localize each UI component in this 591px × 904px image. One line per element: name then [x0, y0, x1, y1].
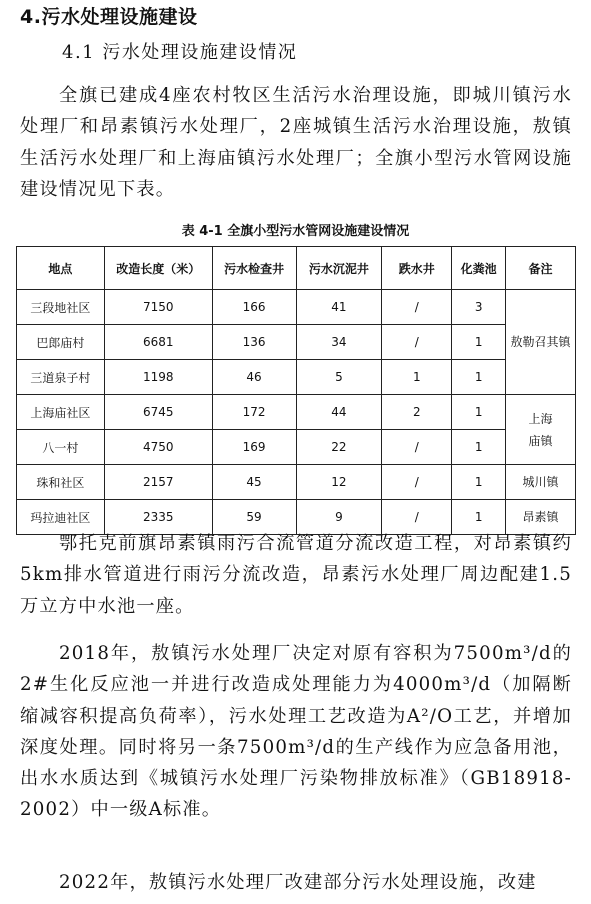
- col-header-inspection-wells: 污水检查井: [212, 247, 296, 290]
- cell-location: 玛拉迪社区: [17, 500, 105, 535]
- cell-drop-wells: 2: [382, 395, 452, 430]
- col-header-length: 改造长度（米）: [104, 247, 212, 290]
- cell-sediment-wells: 41: [296, 290, 382, 325]
- cell-note-town: 城川镇: [506, 465, 576, 500]
- cell-septic-tanks: 1: [452, 430, 506, 465]
- cell-sediment-wells: 22: [296, 430, 382, 465]
- cell-drop-wells: /: [382, 290, 452, 325]
- paragraph-2022-rebuild: 2022年，敖镇污水处理厂改建部分污水处理设施，改建: [59, 872, 537, 893]
- col-header-drop-wells: 跌水井: [382, 247, 452, 290]
- table-caption: 表 4-1 全旗小型污水管网设施建设情况: [181, 224, 410, 239]
- cell-length: 7150: [104, 290, 212, 325]
- cell-location: 珠和社区: [17, 465, 105, 500]
- cell-septic-tanks: 1: [452, 465, 506, 500]
- cell-inspection-wells: 59: [212, 500, 296, 535]
- cell-length: 2157: [104, 465, 212, 500]
- table-row: [17, 325, 576, 360]
- cell-note-town: 上海 庙镇: [506, 395, 576, 465]
- cell-sediment-wells: 34: [296, 325, 382, 360]
- table-row: [17, 465, 576, 500]
- table-row: [17, 360, 576, 395]
- cell-drop-wells: /: [382, 500, 452, 535]
- cell-drop-wells: /: [382, 430, 452, 465]
- cell-length: 1198: [104, 360, 212, 395]
- col-header-sediment-wells: 污水沉泥井: [296, 247, 382, 290]
- cell-location: 巴郎庙村: [17, 325, 105, 360]
- cell-sediment-wells: 44: [296, 395, 382, 430]
- cell-length: 2335: [104, 500, 212, 535]
- cell-septic-tanks: 1: [452, 500, 506, 535]
- cell-length: 6681: [104, 325, 212, 360]
- cell-location: 三段地社区: [17, 290, 105, 325]
- cell-inspection-wells: 136: [212, 325, 296, 360]
- cell-sediment-wells: 9: [296, 500, 382, 535]
- cell-septic-tanks: 1: [452, 395, 506, 430]
- sewer-network-table: [16, 246, 576, 535]
- cell-sediment-wells: 5: [296, 360, 382, 395]
- cell-location: 八一村: [17, 430, 105, 465]
- table-row: [17, 290, 576, 325]
- cell-drop-wells: 1: [382, 360, 452, 395]
- cell-septic-tanks: 3: [452, 290, 506, 325]
- subsection-heading: 4.1 污水处理设施建设情况: [62, 42, 298, 63]
- table-row: [17, 395, 576, 430]
- col-header-notes: 备注: [506, 247, 576, 290]
- cell-location: 三道泉子村: [17, 360, 105, 395]
- table-header-row: [17, 247, 576, 290]
- paragraph-2018-upgrade: 2018年，敖镇污水处理厂决定对原有容积为7500m³/d的2#生化反应池一并进行改造成处理能力为4000m³/d（加隔断缩减容积提高负荷率），污水处理工艺改造为A²/O工艺，并增加深度处理。同时将另一条7500m³/d的生产线作为应急备用池，出水水质达到《城镇污水处理厂污染物排放标准》（GB18918-2002）中一级A标准。: [20, 643, 572, 821]
- col-header-location: 地点: [17, 247, 105, 290]
- cell-septic-tanks: 1: [452, 360, 506, 395]
- cell-length: 4750: [104, 430, 212, 465]
- cell-sediment-wells: 12: [296, 465, 382, 500]
- table-row: [17, 430, 576, 465]
- cell-inspection-wells: 46: [212, 360, 296, 395]
- cell-drop-wells: /: [382, 325, 452, 360]
- cell-note-town: 昂素镇: [506, 500, 576, 535]
- cell-inspection-wells: 166: [212, 290, 296, 325]
- cell-septic-tanks: 1: [452, 325, 506, 360]
- col-header-septic-tanks: 化粪池: [452, 247, 506, 290]
- cell-inspection-wells: 45: [212, 465, 296, 500]
- cell-inspection-wells: 172: [212, 395, 296, 430]
- section-heading: 4.污水处理设施建设: [20, 6, 198, 28]
- cell-inspection-wells: 169: [212, 430, 296, 465]
- cell-drop-wells: /: [382, 465, 452, 500]
- cell-location: 上海庙社区: [17, 395, 105, 430]
- paragraph-ang-su-project: 鄂托克前旗昂素镇雨污合流管道分流改造工程，对昂素镇约5km排水管道进行雨污分流改造，昂素污水处理厂周边配建1.5万立方中水池一座。: [20, 533, 572, 617]
- cell-length: 6745: [104, 395, 212, 430]
- cell-note-town: 敖勒召其镇: [506, 290, 576, 395]
- paragraph-facilities: 全旗已建成4座农村牧区生活污水治理设施，即城川镇污水处理厂和昂素镇污水处理厂，2座城镇生活污水治理设施，敖镇生活污水处理厂和上海庙镇污水处理厂；全旗小型污水管网设施建设情况见下表。: [20, 85, 572, 200]
